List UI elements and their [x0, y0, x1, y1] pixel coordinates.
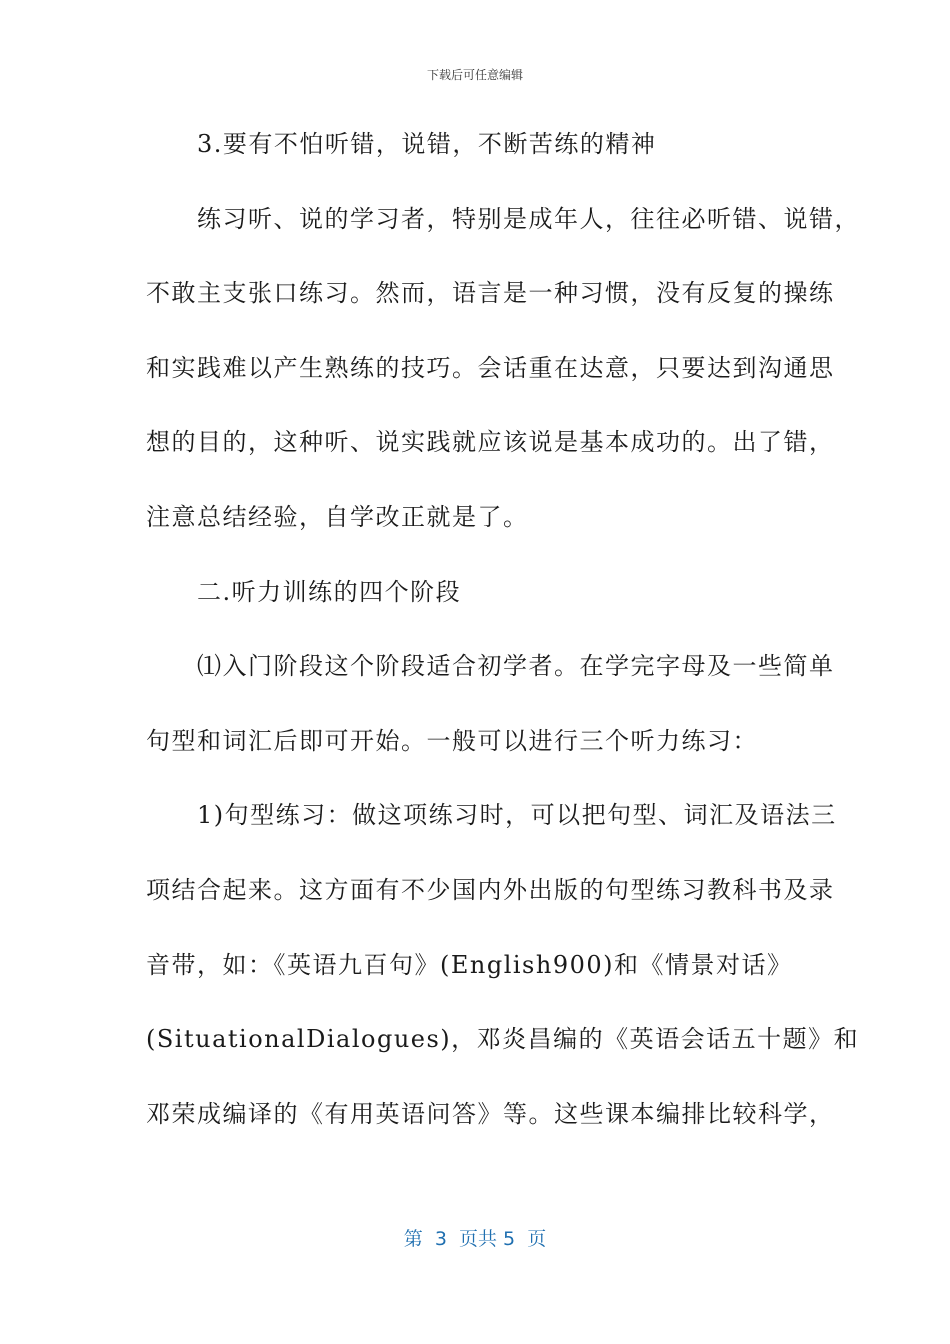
text-line: 音带，如：《英语九百句》(English900)和《情景对话》	[146, 950, 793, 979]
text-line: 和实践难以产生熟练的技巧。会话重在达意，只要达到沟通思	[146, 353, 835, 382]
text-line: 邓荣成编译的《有用英语问答》等。这些课本编排比较科学，	[146, 1099, 835, 1128]
text-line: (SituationalDialogues)，邓炎昌编的《英语会话五十题》和	[146, 1025, 860, 1054]
section-heading: 二.听力训练的四个阶段	[146, 577, 462, 606]
document-body	[146, 118, 860, 1162]
text-line: 句型和词汇后即可开始。一般可以进行三个听力练习：	[146, 726, 758, 755]
text-line: 练习听、说的学习者，特别是成年人，往往必听错、说错，	[146, 204, 860, 233]
text-line: 1)句型练习：做这项练习时，可以把句型、词汇及语法三	[146, 801, 837, 830]
text-line: 项结合起来。这方面有不少国内外出版的句型练习教科书及录	[146, 875, 835, 904]
text-line: 想的目的，这种听、说实践就应该说是基本成功的。出了错，	[146, 428, 835, 457]
page-number: 第 3 页共 5 页	[403, 1228, 547, 1250]
text-line: 3.要有不怕听错，说错，不断苦练的精神	[146, 130, 657, 158]
text-line: ⑴入门阶段这个阶段适合初学者。在学完字母及一些简单	[146, 652, 835, 681]
header-note: 下载后可任意编辑	[426, 68, 523, 82]
text-line: 注意总结经验，自学改正就是了。	[146, 502, 529, 531]
text-line: 不敢主支张口练习。然而，语言是一种习惯，没有反复的操练	[146, 279, 835, 308]
